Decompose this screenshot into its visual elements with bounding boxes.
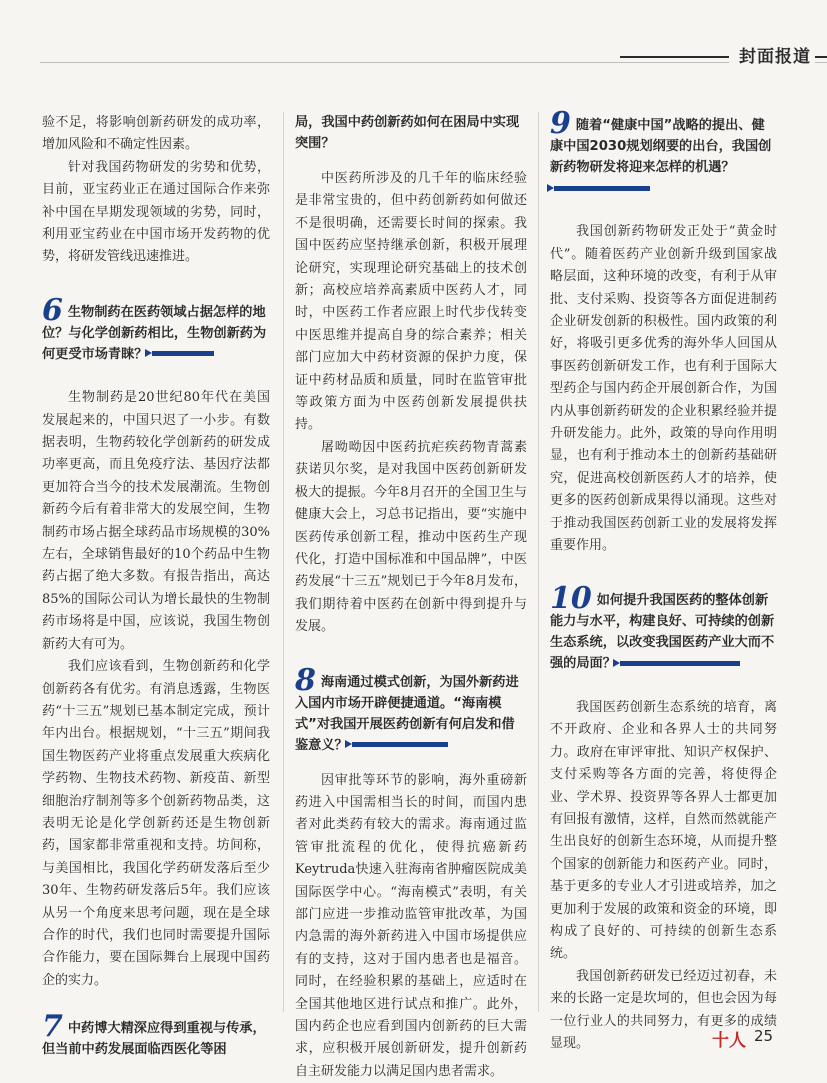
question-10-heading [550, 581, 777, 674]
question-8-heading [295, 662, 527, 756]
column-divider [283, 112, 284, 1012]
section-label: 封面报道 [729, 42, 815, 67]
paragraph: 中医药所涉及的几千年的临床经验是非常宝贵的，但中药创新药如何做还不是很明确，还需要长时间的探索。我国中医药应坚持继承创新，积极开展理论研究，实现理论研究基础上的技术创新；高校应培养高素质中医药人才，同时，中医药工作者应跟上时代步伐转变中医思维并提高自身的综合素养；相关部门应加大中药材资源的保护力度，保证中药材品质和质量，同时在监管审批等政策方面为中医药创新发展提供扶持。 [295, 171, 527, 433]
page-number: 25 [754, 1027, 774, 1045]
column-1 [42, 112, 270, 1060]
paragraph: 我国创新药研发已经迈过初春，未来的长路一定是坎坷的，但也会因为每一位行业人的共同努力，有更多的成绩显现。 [550, 968, 777, 1051]
magazine-logo: 十人 [712, 1031, 746, 1051]
question-text: 生物制药在医药领域占据怎样的地位？与化学创新药相比，生物创新药为何更受市场青睐？ [42, 304, 267, 362]
question-6-heading [42, 292, 270, 365]
question-number: 6 [42, 292, 63, 328]
column-divider [538, 112, 539, 1012]
question-text: 海南通过模式创新，为国外新药进入国内市场开辟便捷通道。“海南模式”对我国开展医药创新有何启发和借鉴意义？ [295, 674, 519, 753]
question-7-heading [42, 1008, 270, 1060]
question-number: 8 [295, 662, 316, 698]
paragraph: 我国创新药物研发正处于“黄金时代”。随着医药产业创新升级到国家战略层面，这种环境的改变，有利于从审批、支付采购、投资等各方面促进制药企业研发创新的积极性。国内政策的利好，将吸引更多优秀的海外华人回国从事医药创新研发工作，也有利于国际大型药企与国内药企开展创新合作，为国内从事创新药研发的企业积累经验并提升研发能力。此外，政策的导向作用明显，也有利于推动本土的创新药基础研究，促进高校创新医药人才的培养，使更多的医药创新成果得以涌现。这些对于推动我国医药创新工业的发展将发挥重要作用。 [550, 224, 777, 554]
column-3 [550, 106, 777, 1055]
paragraph: 生物制药是20世纪80年代在美国发展起来的，中国只迟了一小步。有数据表明，生物药较化学创新药的研发成功率更高，而且免疫疗法、基因疗法都更加符合当今的技术发展潮流。生物创新药今后有着非常大的发展空间，生物制药市场占据全球药品市场规模的30%左右，全球销售最好的10个药品中生物药占据了绝大多数。有报告指出，高达85%的国际公司认为增长最快的生物制药市场将是中国，应该说，我国生物创新药大有可为。 [42, 390, 270, 652]
question-text: 中药博大精深应得到重视与传承，但当前中药发展面临西医化等困 [42, 1020, 266, 1057]
paragraph: 因审批等环节的影响，海外重磅新药进入中国需相当长的时间，而国内患者对此类药有较大的需求。海南通过监管审批流程的优化，使得抗癌新药Keytruda快速入驻海南省肿瘤医院成美国际医学中心。“海南模式”表明，有关部门应进一步推动监管审批改革，为国内急需的海外新药进入中国市场提供应有的支持，这对于国内患者也是福音。同时，在经验积累的基础上，应适时在全国其他地区进行试点和推广。此外，国内药企也应看到国内创新药的巨大需求，应积极开展创新研发，提升创新药自主研发能力以满足国内患者需求。 [295, 772, 527, 1079]
arrow-bar-icon [152, 351, 214, 356]
question-number: 7 [42, 1008, 63, 1044]
question-9-heading [550, 106, 777, 199]
column-2 [295, 112, 527, 1083]
paragraph: 我们应该看到，生物创新药和化学创新药各有优劣。有消息透露，生物医药“十三五”规划已基本制定完成，预计年内出台。根据规划，“十三五”期间我国生物医药产业将重点发展重大疾病化学药物、生物技术药物、新疫苗、新型细胞治疗制剂等多个创新药物品类，这表明无论是化学创新药还是生物创新药，国家都非常重视和支持。坊间称，与美国相比，我国化学药研发落后至少30年、生物药研发落后5年。我们应该从另一个角度来思考问题，现在是全球合作的时代，我们也同时需要提升国际合作能力，要在国际舞台上展现中国药企的实力。 [42, 659, 270, 988]
paragraph: 我国医药创新生态系统的培育，离不开政府、企业和各界人士的共同努力。政府在审评审批、知识产权保护、支付采购等各方面的完善，将使得企业、学术界、投资界等各界人士都更加有回报有激情，这样，自然而然就能产生出良好的创新生态环境，从而提升整个国家的创新能力和医药产业。同时，基于更多的专业人才引进或培养，加之更加利于发展的政策和资金的环境，即构成了良好的、可持续的创新生态系统。 [550, 699, 777, 962]
paragraph: 屠呦呦因中医药抗疟疾药物青蒿素获诺贝尔奖，是对我国中医药创新研发极大的提振。今年8月召开的全国卫生与健康大会上，习总书记指出，要“实施中医药传承创新工程，推动中医药生产现代化，打造中国标准和中国品牌”，中医药发展“十三五”规划已于今年8月发布，我们期待着中医药在创新中得到提升与发展。 [295, 439, 527, 635]
arrow-bar-icon [554, 186, 650, 191]
header-rule-thin [40, 62, 827, 63]
question-text: 如何提升我国医药的整体创新能力与水平，构建良好、可持续的创新生态系统，以改变我国医药产业大而不强的局面？ [550, 593, 775, 672]
question-number: 10 [550, 581, 592, 617]
arrow-bar-icon [620, 661, 740, 666]
question-text: 随着“健康中国”战略的提出、健康中国2030规划纲要的出台，我国创新药物研发将迎来怎样的机遇？ [550, 118, 772, 175]
paragraph: 验不足，将影响创新药研发的成功率，增加风险和不确定性因素。 [42, 115, 270, 153]
arrow-bar-icon [352, 742, 448, 747]
question-7-heading-continued [295, 112, 527, 154]
question-text: 局，我国中药创新药如何在困局中实现突围？ [295, 115, 520, 151]
paragraph: 针对我国药物研发的劣势和优势，目前，亚宝药业正在通过国际合作来弥补中国在早期发现领域的劣势，同时，利用亚宝药业在中国市场开发药物的优势，将研发管线迅速推进。 [42, 159, 270, 265]
question-number: 9 [550, 106, 571, 141]
